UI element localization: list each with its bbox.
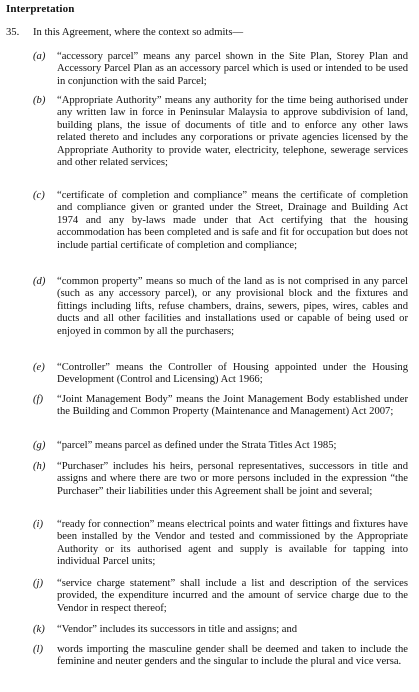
item-text: “Purchaser” includes his heirs, personal representatives, successors in title and assigns and where there are two or more persons included in the expression “the Purchaser” their liabilities under this Agreement shall be joint and several;: [57, 461, 408, 497]
item-label: (c): [33, 190, 45, 201]
item-label: (b): [33, 95, 46, 106]
item-text: “Controller” means the Controller of Housing appointed under the Housing Development (Control and Licensing) Act 1966;: [57, 362, 408, 386]
item-label: (e): [33, 362, 45, 373]
item-label: (h): [33, 461, 46, 472]
item-label: (g): [33, 440, 46, 451]
item-label: (i): [33, 519, 43, 530]
section-heading: Interpretation: [6, 3, 75, 15]
item-text: “ready for connection” means electrical points and water fittings and fixtures have been installed by the Vendor and tested and commissioned by the Appropriate Authority or its authorised agent and supply is available for tapping into individual Parcel units;: [57, 519, 408, 568]
item-label: (k): [33, 624, 45, 635]
item-label: (l): [33, 644, 43, 655]
item-text: “parcel” means parcel as defined under the Strata Titles Act 1985;: [57, 440, 337, 451]
item-label: (f): [33, 394, 43, 405]
item-text: “Appropriate Authority” means any authority for the time being authorised under any written law in force in Peninsular Malaysia to approve subdivision of land, building plans, the issue of documents of title and to enforce any other laws related thereto and includes any corporations or private agencies licensed by the Appropriate Authority to provide water, electricity, telephone, sewerage services and other related services;: [57, 95, 408, 169]
item-label: (d): [33, 276, 46, 287]
clause-number: 35.: [6, 27, 20, 38]
item-text: “Joint Management Body” means the Joint Management Body established under the Building and Common Property (Maintenance and Management) Act 2007;: [57, 394, 408, 418]
item-text: “service charge statement” shall include a list and description of the services provided, the expenditure incurred and the amount of service charge due to the Vendor in respect thereof;: [57, 578, 408, 614]
item-text: words importing the masculine gender shall be deemed and taken to include the feminine and neuter genders and the singular to include the plural and vice versa.: [57, 644, 408, 668]
item-text: “certificate of completion and compliance” means the certificate of completion and compliance given or granted under the Street, Drainage and Building Act 1974 and any by-laws made under that Act certifying that the housing accommodation has been completed and is safe and fit for occupation but does not include partial certificate of completion and compliance;: [57, 190, 408, 251]
item-label: (j): [33, 578, 43, 589]
item-label: (a): [33, 51, 46, 62]
item-text: “common property” means so much of the land as is not comprised in any parcel (such as any accessory parcel), or any provisional block and the fixtures and fittings including lifts, refuse chambers, drains, sewers, pipes, wires, cables and ducts and all other facilities and installations used or capable of being used or enjoyed in common by all the purchasers;: [57, 276, 408, 337]
item-text: “Vendor” includes its successors in title and assigns; and: [57, 624, 298, 635]
clause-intro: In this Agreement, where the context so admits—: [33, 27, 244, 38]
item-text: “accessory parcel” means any parcel shown in the Site Plan, Storey Plan and Accessory Parcel Plan as an accessory parcel which is used or intended to be used in conjunction with the said Parcel;: [57, 51, 408, 87]
